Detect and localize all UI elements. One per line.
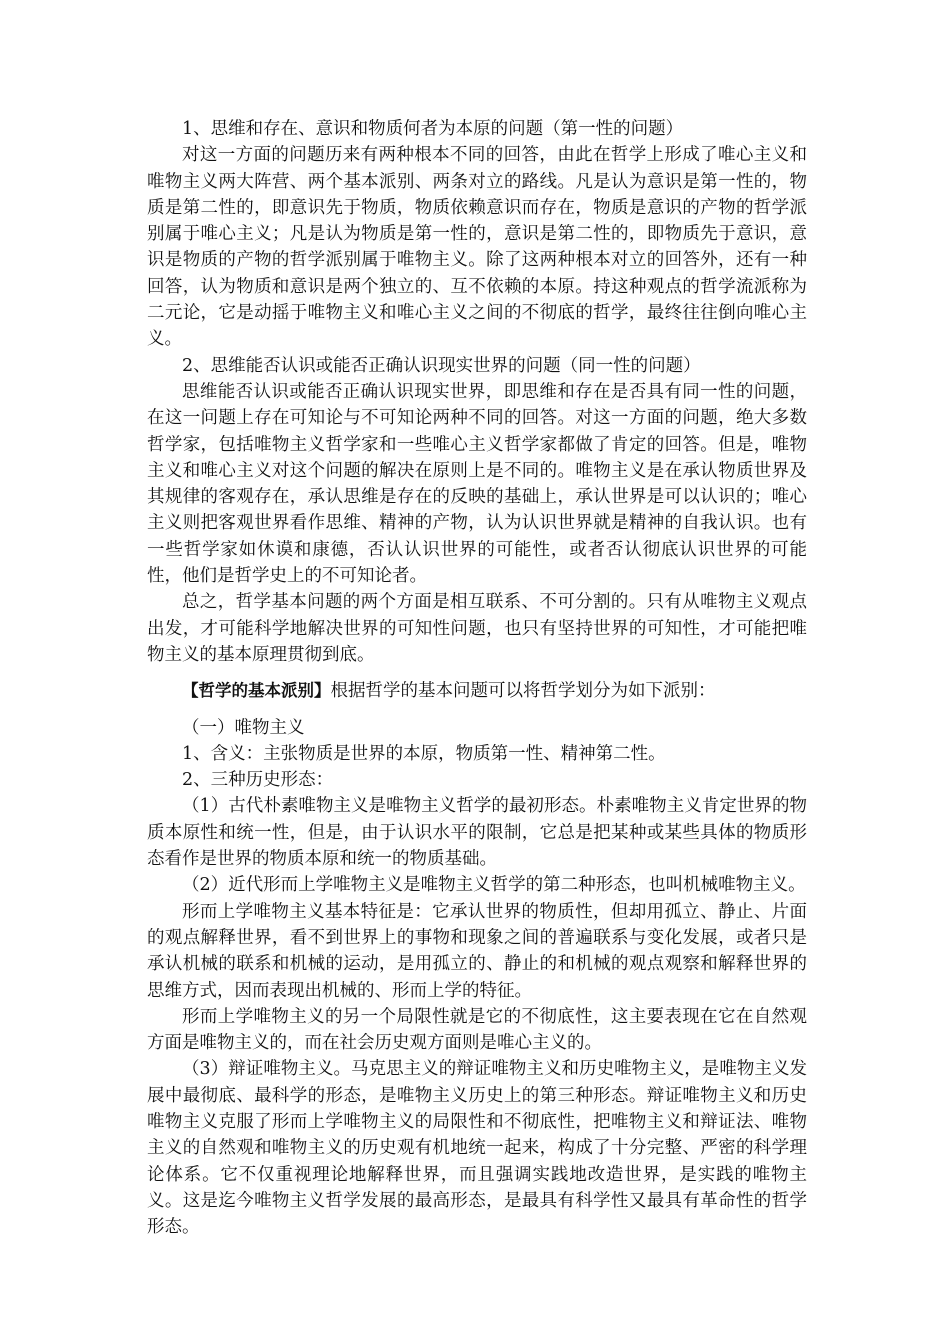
schools-heading-row: [147, 678, 807, 704]
form2-limit-paragraph: 形而上学唯物主义的另一个局限性就是它的不彻底性，这主要表现在它在自然观方面是唯物主义的，而在社会历史观方面则是唯心主义的。: [147, 1006, 807, 1054]
q2-heading: 2、思维能否认识或能否正确认识现实世界的问题（同一性的问题）: [182, 355, 701, 376]
q2-body: 思维能否认识或能否正确认识现实世界，即思维和存在是否具有同一性的问题，在这一问题上存在可知论与不可知论两种不同的回答。对这一方面的问题，绝大多数哲学家，包括唯物主义哲学家和一些唯心主义哲学家都做了肯定的回答。但是，唯物主义和唯心主义对这个问题的解决在原则上是不同的。唯物主义是在承认物质世界及其规律的客观存在，承认思维是存在的反映的基础上，承认世界是可以认识的；唯心主义则把客观世界看作思维、精神的产物，认为认识世界就是精神的自我认识。也有一些哲学家如休谟和康德，否认认识世界的可能性，或者否认彻底认识世界的可能性，他们是哲学史上的不可知论者。: [147, 381, 807, 587]
document-page: [147, 116, 807, 1240]
schools-intro: 根据哲学的基本问题可以将哲学划分为如下派别：: [330, 681, 716, 702]
form3-paragraph: （3）辩证唯物主义。马克思主义的辩证唯物主义和历史唯物主义，是唯物主义发展中最彻底、最科学的形态，是唯物主义历史上的第三种形态。辩证唯物主义和历史唯物主义克服了形而上学唯物主义的局限性和不彻底性，把唯物主义和辩证法、唯物主义的自然观和唯物主义的历史观有机地统一起来，构成了十分完整、严密的科学理论体系。它不仅重视理论地解释世界，而且强调实践地改造世界，是实践的唯物主义。这是迄今唯物主义哲学发展的最高形态，是最具有科学性又最具有革命性的哲学形态。: [147, 1059, 807, 1238]
meaning-paragraph: 1、含义：主张物质是世界的本原，物质第一性、精神第二性。: [182, 743, 666, 764]
q1-body: 对这一方面的问题历来有两种根本不同的回答，由此在哲学上形成了唯心主义和唯物主义两大阵营、两个基本派别、两条对立的路线。凡是认为意识是第一性的，物质是第二性的，即意识先于物质，物质依赖意识而存在，物质是意识的产物的哲学派别属于唯心主义；凡是认为物质是第一性的，意识是第二性的，即物质先于意识，意识是物质的产物的哲学派别属于唯物主义。除了这两种根本对立的回答外，还有一种回答，认为物质和意识是两个独立的、互不依赖的本原。持这种观点的哲学流派称为二元论，它是动摇于唯物主义和唯心主义之间的不彻底的哲学，最终往往倒向唯心主义。: [147, 145, 807, 350]
form1-paragraph: （1）古代朴素唯物主义是唯物主义哲学的最初形态。朴素唯物主义肯定世界的物质本原性和统一性，但是，由于认识水平的限制，它总是把某种或某些具体的物质形态看作是世界的物质本原和统一的物质基础。: [147, 796, 807, 870]
form2-feature-paragraph: 形而上学唯物主义基本特征是：它承认世界的物质性，但却用孤立、静止、片面的观点解释世界，看不到世界上的事物和现象之间的普遍联系与变化发展，或者只是承认机械的联系和机械的运动，是用孤立的、静止的和机械的观点观察和解释世界的思维方式，因而表现出机械的、形而上学的特征。: [147, 901, 807, 1001]
three-forms-heading: 2、三种历史形态：: [182, 770, 334, 791]
materialism-heading: （一）唯物主义: [182, 717, 305, 738]
q1-heading: 1、思维和存在、意识和物质何者为本原的问题（第一性的问题）: [182, 119, 684, 139]
summary-paragraph: 总之，哲学基本问题的两个方面是相互联系、不可分割的。只有从唯物主义观点出发，才可能科学地解决世界的可知性问题，也只有坚持世界的可知性，才可能把唯物主义的基本原理贯彻到底。: [147, 592, 807, 665]
form2-paragraph: （2）近代形而上学唯物主义是唯物主义哲学的第二种形态，也叫机械唯物主义。: [182, 875, 806, 896]
schools-label: 【哲学的基本派别】: [182, 681, 331, 701]
